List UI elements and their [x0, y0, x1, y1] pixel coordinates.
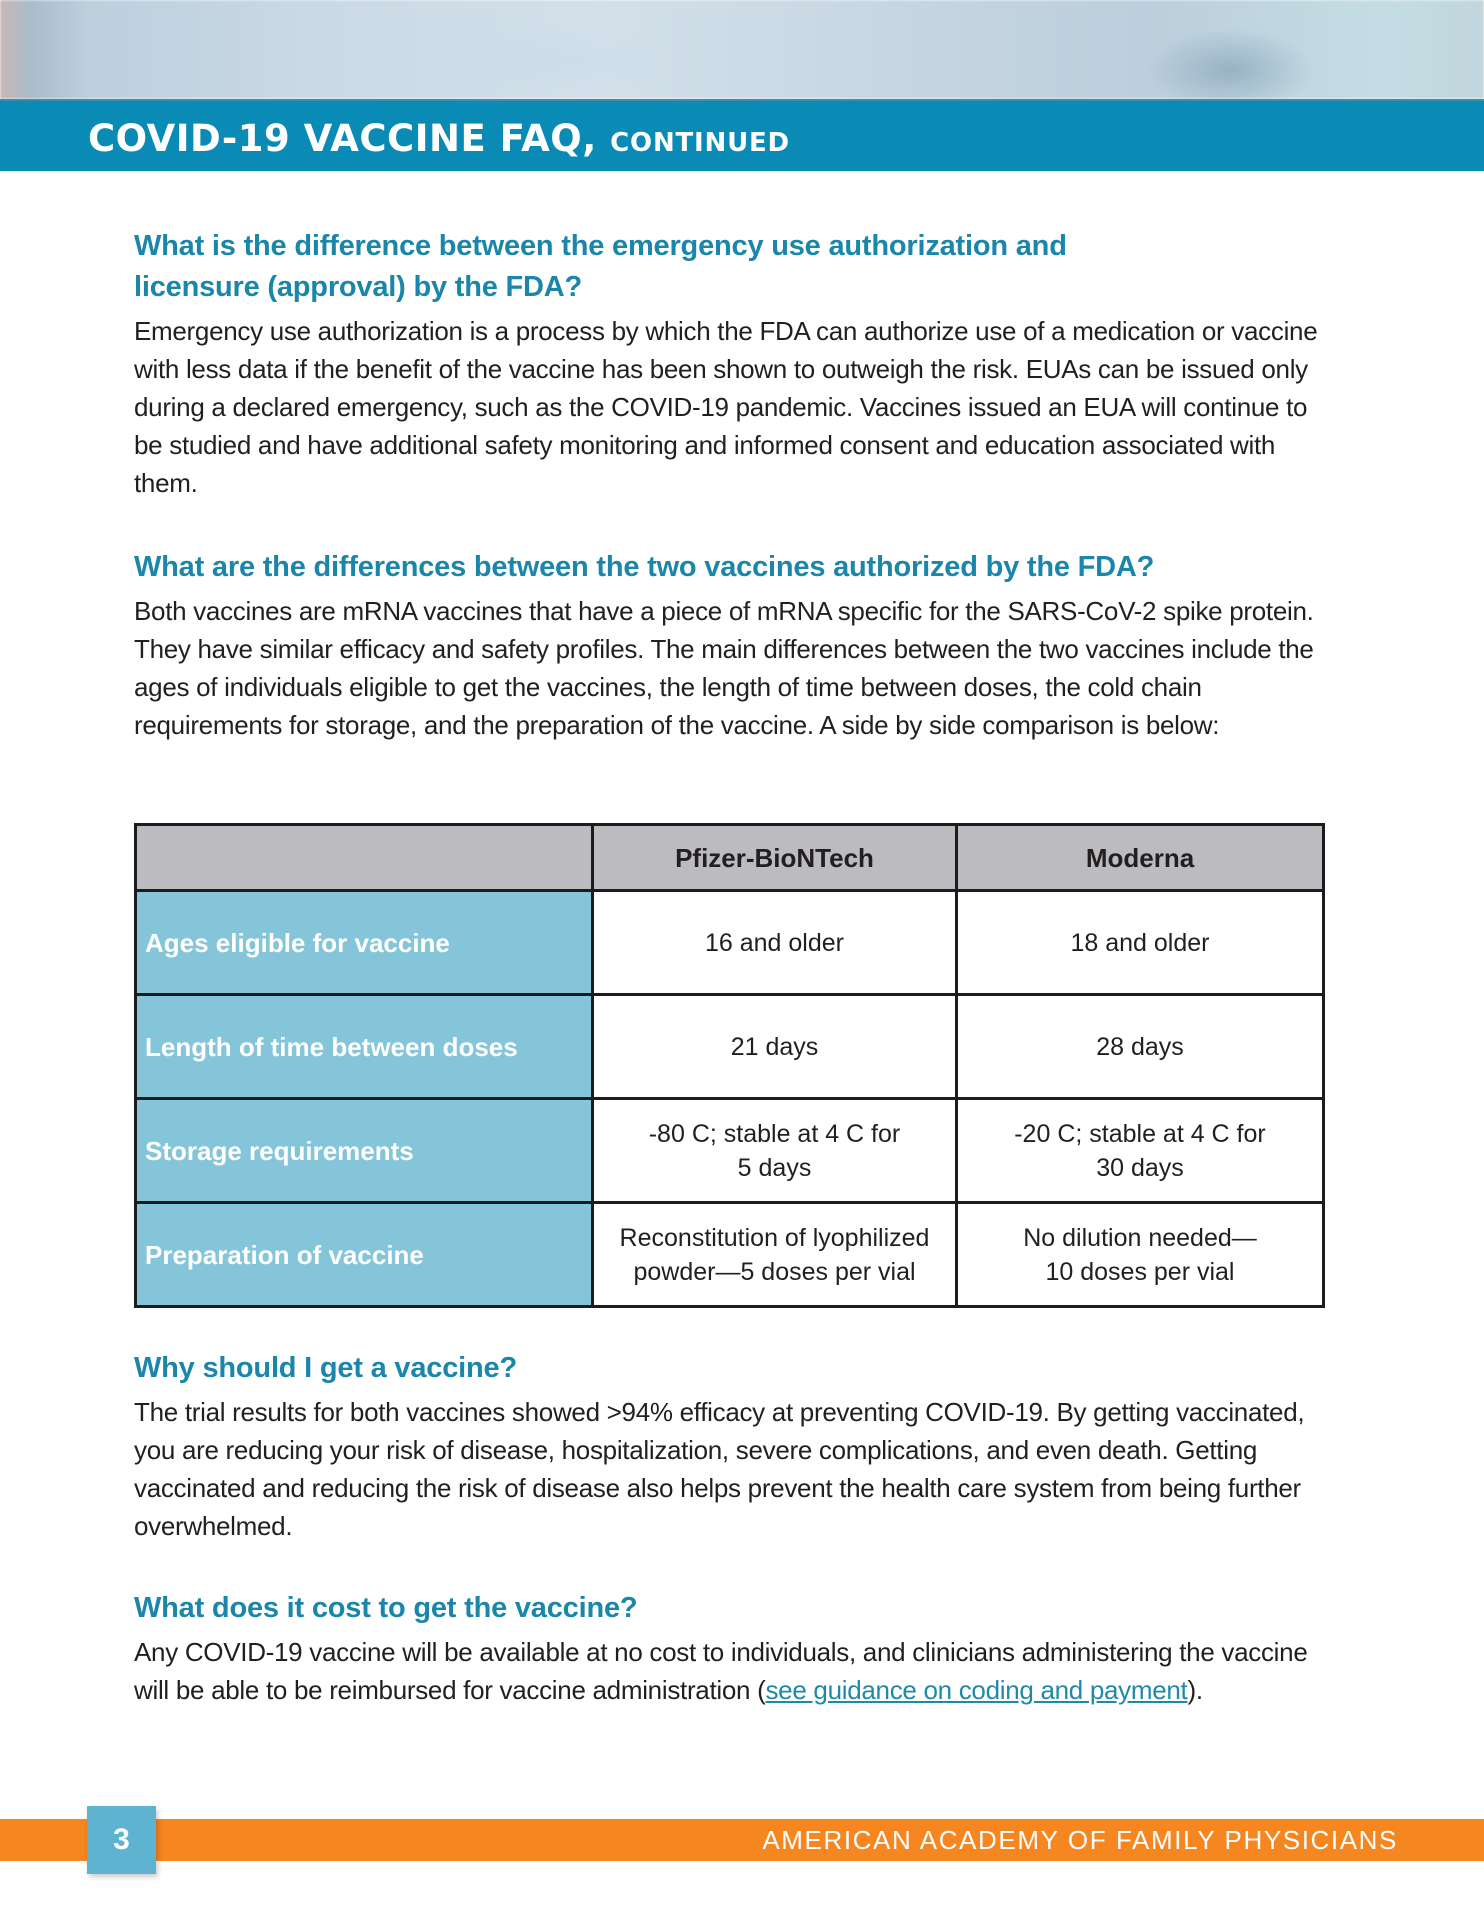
page-title-suffix: CONTINUED: [610, 128, 790, 158]
row-label: Length of time between doses: [136, 995, 593, 1099]
faq-question: What are the differences between the two vaccines authorized by the FDA?: [134, 551, 1155, 583]
vaccine-comparison-table: [134, 823, 1325, 1308]
row-label: Ages eligible for vaccine: [136, 891, 593, 995]
faq-question: What does it cost to get the vaccine?: [134, 1592, 638, 1624]
table-corner-cell: [136, 825, 593, 891]
faq-answer: Any COVID-19 vaccine will be available at no cost to individuals, and clinicians administering the vaccine will be able to be reimbursed for vaccine administration (see guidance on coding and payment).: [134, 1637, 1308, 1705]
table-header-row: [136, 825, 1324, 891]
faq-answer: Emergency use authorization is a process by which the FDA can authorize use of a medication or vaccine with less data if the benefit of the vaccine has been shown to outweigh the risk. EUAs can be issued only during a declared emergency, such as the COVID-19 pandemic. Vaccines issued an EUA will continue to be studied and have additional safety monitoring and informed consent and education associated with them.: [134, 316, 1318, 498]
faq-answer: The trial results for both vaccines showed >94% efficacy at preventing COVID-19. By getting vaccinated, you are reducing your risk of disease, hospitalization, severe complications, and even death. Getting vaccinated and reducing the risk of disease also helps prevent the health care system from being further overwhelmed.: [134, 1397, 1305, 1541]
column-header-moderna: Moderna: [957, 825, 1324, 891]
faq-question: What is the difference between the emergency use authorization and licensure (approval) by the FDA?: [134, 230, 1067, 303]
header-photo-strip: [0, 0, 1484, 99]
pfizer-cell: 21 days: [593, 995, 957, 1099]
moderna-cell: 18 and older: [957, 891, 1324, 995]
footer-bar: [0, 1819, 1484, 1861]
faq-section-eua: [134, 226, 1324, 502]
pfizer-cell: 16 and older: [593, 891, 957, 995]
coding-payment-guidance-link[interactable]: see guidance on coding and payment: [765, 1675, 1188, 1705]
page-title-main: COVID-19 VACCINE FAQ,: [88, 117, 597, 160]
moderna-cell: No dilution needed— 10 doses per vial: [957, 1203, 1324, 1307]
faq-question: Why should I get a vaccine?: [134, 1352, 517, 1384]
row-label: Preparation of vaccine: [136, 1203, 593, 1307]
pfizer-cell: -80 C; stable at 4 C for 5 days: [593, 1099, 957, 1203]
faq-answer: Both vaccines are mRNA vaccines that have a piece of mRNA specific for the SARS-CoV-2 spike protein. They have similar efficacy and safety profiles. The main differences between the two vaccines include the ages of individuals eligible to get the vaccines, the length of time between doses, the cold chain requirements for storage, and the preparation of the vaccine. A side by side comparison is below:: [134, 596, 1314, 740]
page-title: [88, 117, 790, 160]
page-number: 3: [87, 1806, 156, 1874]
faq-section-differences: [134, 547, 1324, 744]
footer-organization: AMERICAN ACADEMY OF FAMILY PHYSICIANS: [762, 1825, 1398, 1855]
table-row: [136, 1203, 1324, 1307]
moderna-cell: 28 days: [957, 995, 1324, 1099]
pfizer-cell: Reconstitution of lyophilized powder—5 doses per vial: [593, 1203, 957, 1307]
title-banner: [0, 99, 1484, 171]
faq-section-cost: [134, 1588, 1324, 1709]
faq-section-why: [134, 1348, 1324, 1545]
table-row: [136, 995, 1324, 1099]
moderna-cell: -20 C; stable at 4 C for 30 days: [957, 1099, 1324, 1203]
table-row: [136, 891, 1324, 995]
column-header-pfizer: Pfizer-BioNTech: [593, 825, 957, 891]
table-row: [136, 1099, 1324, 1203]
row-label: Storage requirements: [136, 1099, 593, 1203]
